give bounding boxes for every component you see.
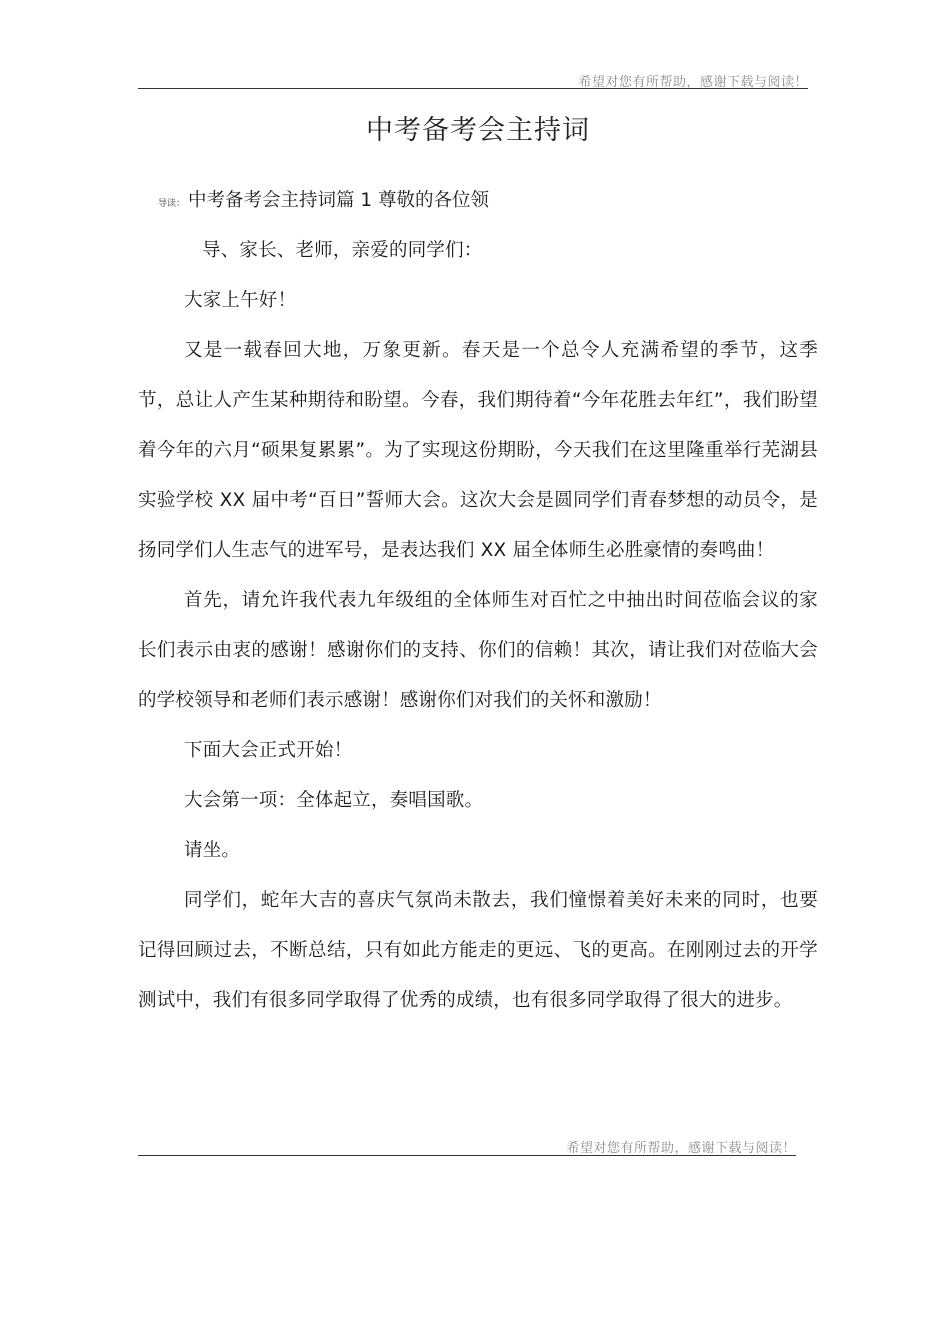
paragraph: 大会第一项：全体起立，奏唱国歌。 — [184, 790, 484, 811]
paragraph: 又是一载春回大地，万象更新。春天是一个总令人充满希望的季节，这季节，总让人产生某种期待和盼望。今春，我们期待着“今年花胜去年红”，我们盼望着今年的六月“硕果复累累”。为了实现这份期盼，今天我们在这里隆重举行芜湖县实验学校 XX 届中考“百日”誓师大会。这次大会是圆同学们青春梦想的动员令，是扬同学们人生志气的进军号，是表达我们 XX 届全体师生必胜豪情的奏鸣曲！ — [138, 340, 818, 561]
lead-line — [158, 186, 489, 212]
footer-note: 希望对您有所帮助，感谢下载与阅读！ — [566, 1141, 796, 1156]
lead-text: 中考备考会主持词篇 1 尊敬的各位领 — [188, 190, 490, 211]
paragraph: 请坐。 — [184, 840, 241, 861]
document-body — [138, 226, 818, 1026]
paragraph: 下面大会正式开始！ — [184, 740, 353, 761]
paragraph: 导、家长、老师，亲爱的同学们： — [202, 240, 483, 261]
lead-tag: 导读： — [158, 199, 186, 209]
paragraph: 同学们，蛇年大吉的喜庆气氛尚未散去，我们憧憬着美好未来的同时，也要记得回顾过去，不断总结，只有如此方能走的更远、飞的更高。在刚刚过去的开学测试中，我们有很多同学取得了优秀的成绩，也有很多同学取得了很大的进步。 — [138, 890, 818, 1011]
paragraph: 大家上午好！ — [184, 290, 297, 311]
document-title: 中考备考会主持词 — [366, 115, 590, 146]
footer-divider — [138, 1155, 796, 1156]
header-divider — [138, 88, 808, 89]
paragraph: 首先，请允许我代表九年级组的全体师生对百忙之中抽出时间莅临会议的家长们表示由衷的感谢！感谢你们的支持、你们的信赖！其次，请让我们对莅临大会的学校领导和老师们表示感谢！感谢你们对我们的关怀和激励！ — [138, 590, 818, 711]
header-note: 希望对您有所帮助，感谢下载与阅读！ — [578, 75, 808, 90]
